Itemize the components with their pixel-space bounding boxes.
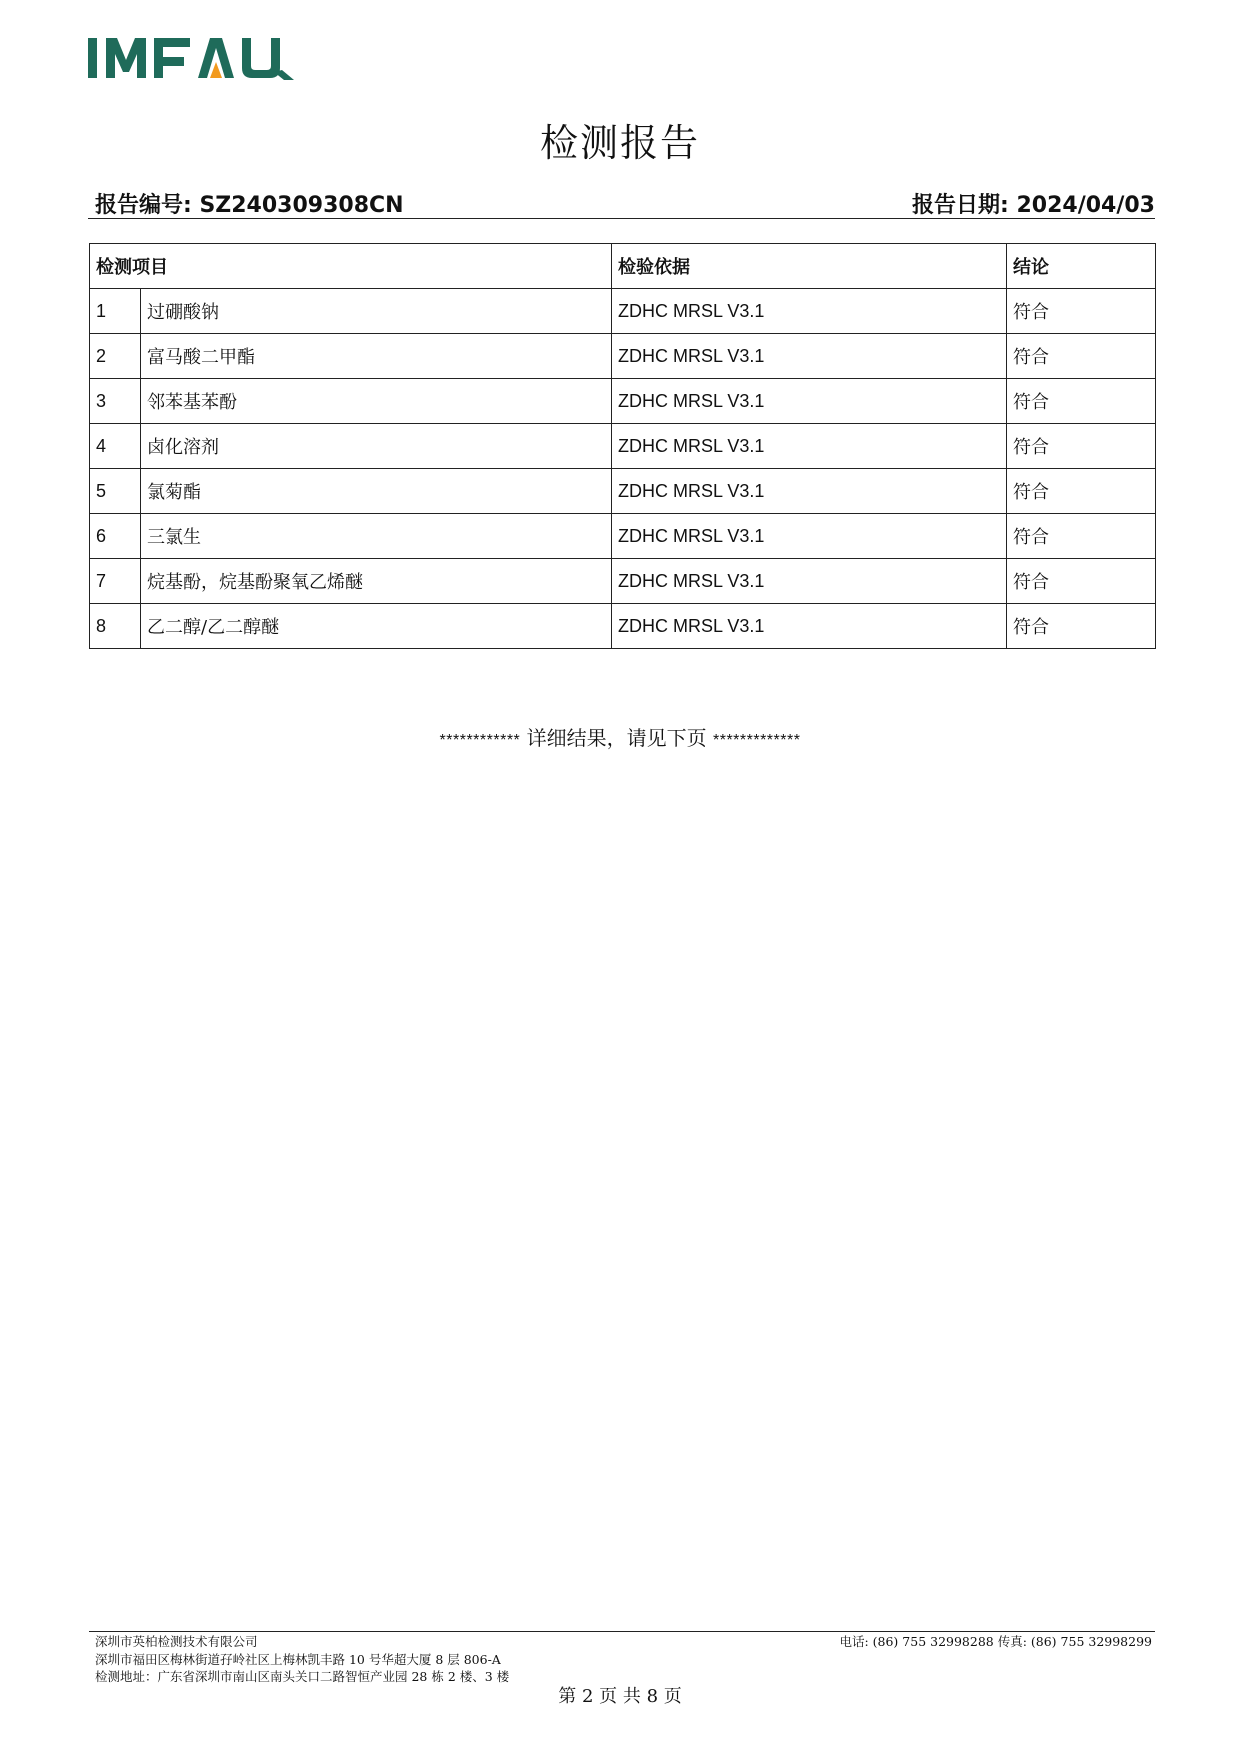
row-number: 1 <box>90 289 141 334</box>
row-basis: ZDHC MRSL V3.1 <box>612 559 1007 604</box>
row-number: 7 <box>90 559 141 604</box>
table-row <box>90 334 1156 379</box>
row-conclusion: 符合 <box>1007 514 1156 559</box>
report-title: 检测报告 <box>539 121 700 165</box>
row-item: 乙二醇/乙二醇醚 <box>141 604 612 649</box>
footer-contact: 电话: (86) 755 32998288 传真: (86) 755 32998299 <box>839 1634 1152 1649</box>
row-conclusion: 符合 <box>1007 424 1156 469</box>
table-row <box>90 289 1156 334</box>
note-stars-right: ************* <box>712 732 801 749</box>
row-item: 过硼酸钠 <box>141 289 612 334</box>
results-table <box>89 243 1156 649</box>
row-conclusion: 符合 <box>1007 289 1156 334</box>
header-item: 检测项目 <box>90 244 612 289</box>
row-conclusion: 符合 <box>1007 334 1156 379</box>
row-number: 6 <box>90 514 141 559</box>
row-item: 氯菊酯 <box>141 469 612 514</box>
row-basis: ZDHC MRSL V3.1 <box>612 424 1007 469</box>
continued-note <box>0 722 1240 751</box>
row-item: 富马酸二甲酯 <box>141 334 612 379</box>
note-stars-left: ************ <box>439 732 521 749</box>
note-text: 详细结果，请见下页 <box>526 726 707 750</box>
row-number: 4 <box>90 424 141 469</box>
row-basis: ZDHC MRSL V3.1 <box>612 289 1007 334</box>
footer-company: 深圳市英柏检测技术有限公司 <box>95 1634 258 1649</box>
footer-lab-address: 检测地址：广东省深圳市南山区南头关口二路智恒产业园 28 栋 2 楼、3 楼 <box>95 1669 510 1684</box>
row-basis: ZDHC MRSL V3.1 <box>612 469 1007 514</box>
report-date: 报告日期: 2024/04/03 <box>912 193 1155 218</box>
header-divider <box>88 218 1155 219</box>
row-number: 2 <box>90 334 141 379</box>
report-number: 报告编号: SZ240309308CN <box>95 193 404 218</box>
row-number: 8 <box>90 604 141 649</box>
header-conclusion: 结论 <box>1007 244 1156 289</box>
page-number: 第 2 页 共 8 页 <box>558 1686 682 1707</box>
table-row <box>90 424 1156 469</box>
footer-address: 深圳市福田区梅林街道孖岭社区上梅林凯丰路 10 号华超大厦 8 层 806-A <box>95 1651 501 1667</box>
table-row <box>90 514 1156 559</box>
row-conclusion: 符合 <box>1007 469 1156 514</box>
row-basis: ZDHC MRSL V3.1 <box>612 379 1007 424</box>
row-number: 5 <box>90 469 141 514</box>
table-row <box>90 469 1156 514</box>
row-basis: ZDHC MRSL V3.1 <box>612 604 1007 649</box>
table-row <box>90 379 1156 424</box>
row-item: 三氯生 <box>141 514 612 559</box>
row-item: 邻苯基苯酚 <box>141 379 612 424</box>
row-conclusion: 符合 <box>1007 559 1156 604</box>
impaq-logo <box>88 36 300 80</box>
footer-divider <box>89 1631 1155 1632</box>
row-conclusion: 符合 <box>1007 604 1156 649</box>
row-conclusion: 符合 <box>1007 379 1156 424</box>
footer-company-info <box>95 1633 509 1686</box>
header-basis: 检验依据 <box>612 244 1007 289</box>
table-row <box>90 559 1156 604</box>
table-header-row <box>90 244 1156 289</box>
row-basis: ZDHC MRSL V3.1 <box>612 334 1007 379</box>
row-item: 烷基酚，烷基酚聚氧乙烯醚 <box>141 559 612 604</box>
row-basis: ZDHC MRSL V3.1 <box>612 514 1007 559</box>
table-row <box>90 604 1156 649</box>
row-item: 卤化溶剂 <box>141 424 612 469</box>
row-number: 3 <box>90 379 141 424</box>
